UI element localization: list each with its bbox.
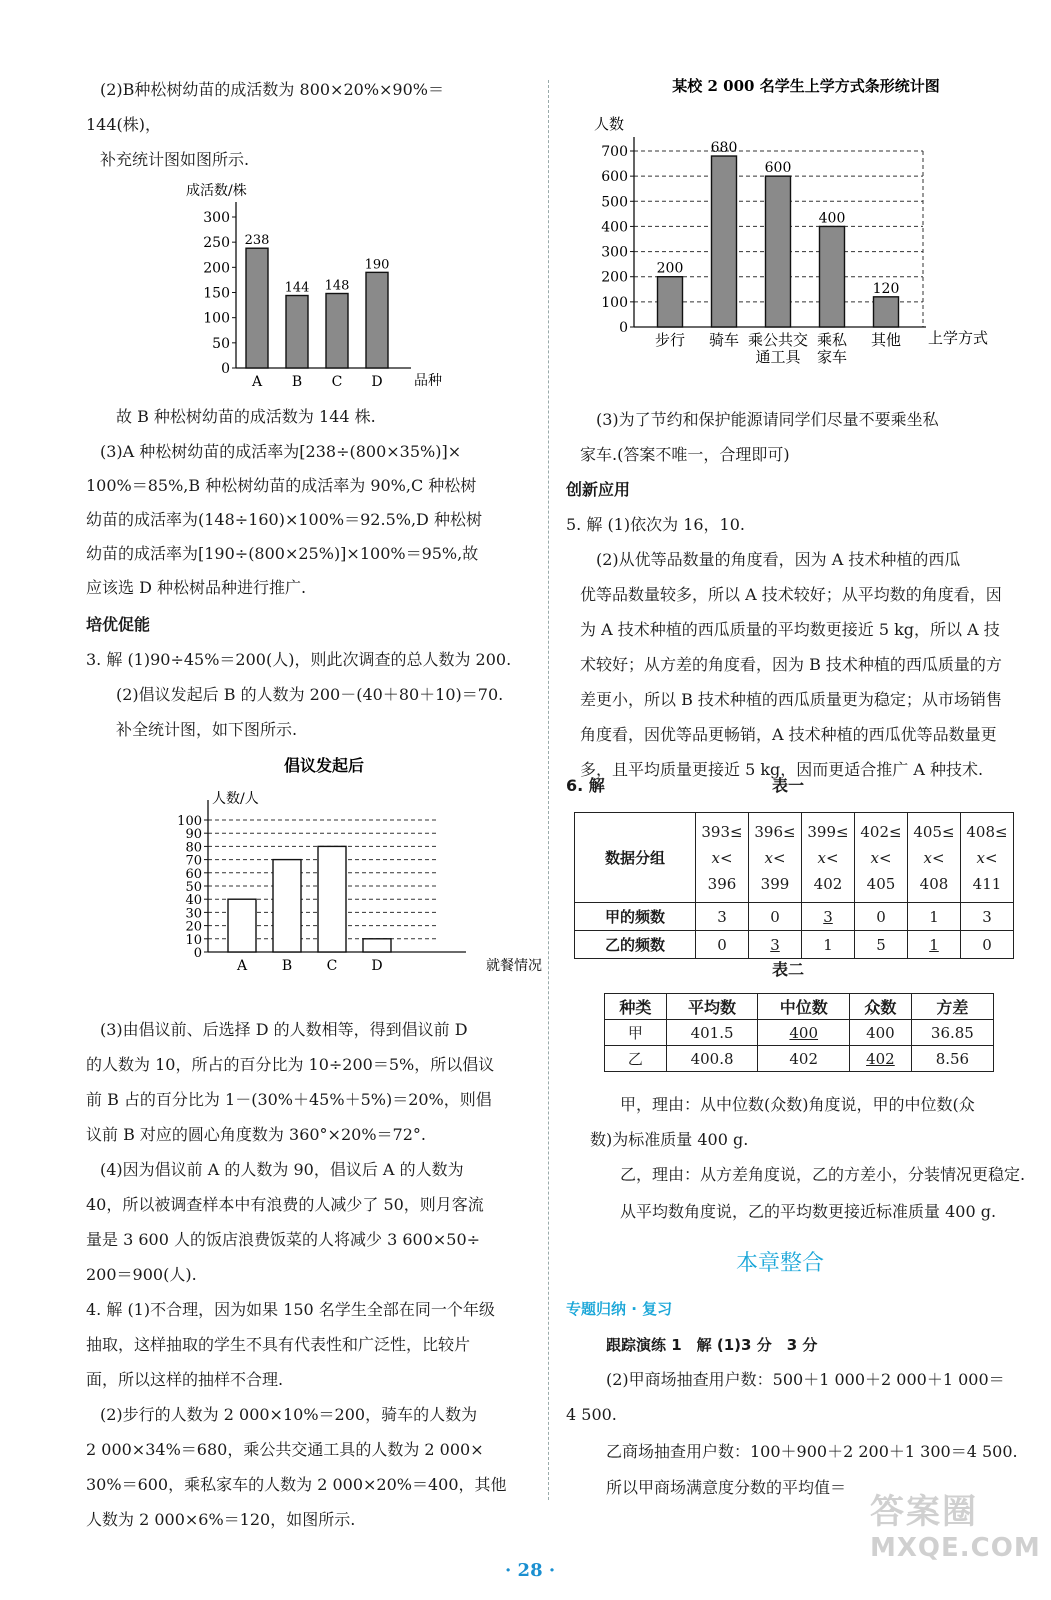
y-tick-label: 500 xyxy=(601,194,628,211)
table2-title: 表二 xyxy=(772,960,805,979)
y-tick-label: 30 xyxy=(185,906,202,922)
chart-survival-svg xyxy=(186,180,566,390)
y-axis-label: 人数/人 xyxy=(212,791,259,807)
text-line: 应该选 D 种松树品种进行推广. xyxy=(86,578,307,597)
text-line: (3)由倡议前、后选择 D 的人数相等，得到倡议前 D xyxy=(100,1020,468,1039)
y-tick-label: 0 xyxy=(619,320,628,336)
data-label: 600 xyxy=(764,160,792,177)
table-cell: 3 xyxy=(696,903,749,931)
table-cell: 400 xyxy=(758,1020,850,1046)
text-line: (3)A 种松树幼苗的成活率为[238÷(800×35%)]× xyxy=(100,442,462,461)
text-line: 2 000×34%＝680，乘公共交通工具的人数为 2 000× xyxy=(86,1440,484,1459)
y-tick-label: 100 xyxy=(601,294,628,311)
chart-commute-svg xyxy=(566,75,1016,370)
text-line: 甲，理由：从中位数(众数)角度说，甲的中位数(众 xyxy=(620,1095,975,1114)
table-cell: 402 xyxy=(758,1046,850,1072)
text-line: 补充统计图如图所示. xyxy=(100,150,250,169)
bar xyxy=(326,294,348,368)
group-mid: x< xyxy=(764,848,786,867)
bar xyxy=(658,277,683,327)
section-heading: 培优促能 xyxy=(86,615,151,634)
table-cell: 402 xyxy=(850,1046,912,1072)
table1 xyxy=(574,812,1014,959)
watermark xyxy=(870,1484,1041,1563)
table-cell: 0 xyxy=(855,903,908,931)
group-cell xyxy=(749,813,802,903)
text-line: 200＝900(人). xyxy=(86,1265,197,1284)
data-label: 200 xyxy=(656,260,684,277)
chart-survival xyxy=(186,180,566,394)
text-line: 5. 解 (1)依次为 16，10. xyxy=(566,515,745,534)
data-label: 400 xyxy=(818,210,846,227)
text-line: 议前 B 对应的圆心角度数为 360°×20%＝72°. xyxy=(86,1125,426,1144)
text-line: 144(株)， xyxy=(86,115,162,134)
table2 xyxy=(604,993,994,1072)
group-low: 408≤ xyxy=(966,822,1008,841)
group-low: 405≤ xyxy=(913,822,955,841)
group-high: 408 xyxy=(919,874,949,893)
table-cell: 8.56 xyxy=(911,1046,993,1072)
table-cell: 乙 xyxy=(605,1046,667,1072)
table-cell: 0 xyxy=(961,931,1014,959)
text-line: (2)倡议发起后 B 的人数为 200－(40＋80＋10)＝70. xyxy=(116,685,504,704)
text-line: 抽取，这样抽取的学生不具有代表性和广泛性，比较片 xyxy=(86,1335,471,1354)
y-tick-label: 80 xyxy=(185,840,202,856)
text-line: 从平均数角度说，乙的平均数更接近标准质量 400 g. xyxy=(620,1202,997,1221)
category-label: 其他 xyxy=(870,331,902,349)
text-line: 跟踪演练 1 解 (1)3 分 3 分 xyxy=(606,1336,818,1354)
y-tick-label: 100 xyxy=(177,814,202,829)
table-cell: 3 xyxy=(961,903,1014,931)
data-label: 238 xyxy=(244,233,270,249)
category-label: 乘私 xyxy=(816,331,848,349)
bar xyxy=(228,899,256,952)
page-number: · 28 · xyxy=(505,1560,556,1581)
table-cell: 1 xyxy=(908,903,961,931)
group-cell xyxy=(696,813,749,903)
y-axis-label: 人数 xyxy=(594,115,625,133)
group-cell xyxy=(802,813,855,903)
group-low: 393≤ xyxy=(701,822,743,841)
text-line: (4)因为倡议前 A 的人数为 90，倡议后 A 的人数为 xyxy=(100,1160,464,1179)
text-line: 面，所以这样的抽样不合理. xyxy=(86,1370,284,1389)
data-label: 144 xyxy=(284,280,310,296)
chart-title: 某校 2 000 名学生上学方式条形统计图 xyxy=(672,77,940,95)
y-tick-label: 250 xyxy=(203,235,230,252)
data-label: 148 xyxy=(324,278,350,294)
chapter-banner: 本章整合 xyxy=(736,1251,825,1276)
group-mid: x< xyxy=(870,848,892,867)
text-line: 家车.(答案不唯一，合理即可) xyxy=(580,445,790,464)
text-line: 量是 3 600 人的饭店浪费饭菜的人将减少 3 600×50÷ xyxy=(86,1230,481,1249)
y-tick-label: 10 xyxy=(185,932,202,948)
y-tick-label: 40 xyxy=(185,893,202,909)
text-line: 故 B 种松树幼苗的成活数为 144 株. xyxy=(116,407,376,426)
y-tick-label: 200 xyxy=(601,269,628,286)
table-cell: 3 xyxy=(802,903,855,931)
text-line: (2)甲商场抽查用户数：500＋1 000＋2 000＋1 000＝ xyxy=(606,1370,1005,1389)
text-line: 30%＝600，乘私家车的人数为 2 000×20%＝400，其他 xyxy=(86,1475,507,1494)
category-label: 乘公共交 xyxy=(747,331,809,349)
chart-after-initiative-svg xyxy=(166,755,566,975)
table-cell: 甲 xyxy=(605,1020,667,1046)
text-line: 术较好；从方差的角度看，因为 B 技术种植的西瓜质量的方 xyxy=(580,655,1002,674)
text-line: 数)为标准质量 400 g. xyxy=(590,1130,749,1149)
y-tick-label: 400 xyxy=(601,219,628,236)
text-line: 的人数为 10，所占的百分比为 10÷200＝5%，所以倡议 xyxy=(86,1055,495,1074)
y-tick-label: 0 xyxy=(193,946,202,961)
group-high: 402 xyxy=(813,874,843,893)
category-label: D xyxy=(371,374,383,390)
text-line: 4. 解 (1)不合理，因为如果 150 名学生全部在同一个年级 xyxy=(86,1300,495,1319)
text-line: 乙商场抽查用户数：100＋900＋2 200＋1 300＝4 500. xyxy=(606,1442,1018,1461)
table2-header: 中位数 xyxy=(758,994,850,1020)
group-mid: x< xyxy=(976,848,998,867)
table2-row xyxy=(605,1020,994,1046)
text-line: 前 B 占的百分比为 1－(30%＋45%＋5%)＝20%，则倡 xyxy=(86,1090,492,1109)
text-line: 3. 解 (1)90÷45%＝200(人)，则此次调查的总人数为 200. xyxy=(86,650,512,669)
y-tick-label: 50 xyxy=(185,880,202,895)
category-label: 骑车 xyxy=(708,331,740,349)
text-line: 人数为 2 000×6%＝120，如图所示. xyxy=(86,1510,356,1529)
text-line: 幼苗的成活率为(148÷160)×100%＝92.5%,D 种松树 xyxy=(86,510,482,529)
y-tick-label: 300 xyxy=(203,210,230,226)
text-line: 乙，理由：从方差角度说，乙的方差小，分装情况更稳定. xyxy=(620,1165,1026,1184)
table-cell: 0 xyxy=(696,931,749,959)
y-axis-label: 成活数/株 xyxy=(186,183,247,199)
bar xyxy=(286,296,308,368)
category-label: C xyxy=(331,374,343,390)
text-line: 40，所以被调查样本中有浪费的人减少了 50，则月客流 xyxy=(86,1195,484,1214)
y-tick-label: 0 xyxy=(221,361,230,377)
table-cell: 1 xyxy=(802,931,855,959)
text-line: (2)B种松树幼苗的成活数为 800×20%×90%＝ xyxy=(100,80,444,99)
row-label: 甲的频数 xyxy=(575,903,696,931)
page-number-value: 28 xyxy=(517,1560,543,1581)
table-cell: 1 xyxy=(908,931,961,959)
category-label: B xyxy=(291,374,303,390)
bar xyxy=(820,226,845,327)
table-cell: 36.85 xyxy=(911,1020,993,1046)
group-cell xyxy=(961,813,1014,903)
group-low: 402≤ xyxy=(860,822,902,841)
bar xyxy=(712,156,737,327)
table1-header-label: 数据分组 xyxy=(575,813,696,903)
y-tick-label: 20 xyxy=(185,919,202,935)
chart-title: 倡议发起后 xyxy=(283,756,365,775)
bar xyxy=(318,846,346,952)
question-label: 6. 解 xyxy=(566,776,605,795)
y-tick-label: 50 xyxy=(212,335,230,352)
table1-title: 表一 xyxy=(772,776,805,795)
text-line: 优等品数量较多，所以 A 技术较好；从平均数的角度看，因 xyxy=(580,585,1002,604)
section-tag: 专题归纳 · 复习 xyxy=(566,1300,673,1318)
x-axis-label: 品种 xyxy=(414,373,442,389)
category-label: C xyxy=(326,958,338,974)
y-tick-label: 100 xyxy=(203,310,230,327)
y-tick-label: 150 xyxy=(203,285,230,302)
text-line: 幼苗的成活率为[190÷(800×25%)]×100%＝95%,故 xyxy=(86,544,479,563)
category-label: A xyxy=(236,958,248,974)
bar xyxy=(363,939,391,952)
data-label: 190 xyxy=(364,257,390,273)
group-high: 405 xyxy=(866,874,896,893)
category-label: D xyxy=(371,958,383,974)
table2-header: 平均数 xyxy=(666,994,758,1020)
category-label: A xyxy=(251,374,263,390)
group-mid: x< xyxy=(923,848,945,867)
text-line: 为 A 技术种植的西瓜质量的平均数更接近 5 kg，所以 A 技 xyxy=(580,620,1000,639)
text-line: 多，且平均质量更接近 5 kg，因而更适合推广 A 种技术. xyxy=(580,760,984,779)
chart-after-initiative xyxy=(166,755,566,979)
text-line: 100%＝85%,B 种松树幼苗的成活率为 90%,C 种松树 xyxy=(86,476,477,495)
text-line: (2)步行的人数为 2 000×10%＝200，骑车的人数为 xyxy=(100,1405,478,1424)
y-tick-label: 200 xyxy=(203,260,230,277)
text-line: 角度看，因优等品更畅销，A 技术种植的西瓜优等品数量更 xyxy=(580,725,997,744)
table-cell: 400.8 xyxy=(666,1046,758,1072)
text-line: 补全统计图，如下图所示. xyxy=(116,720,298,739)
y-tick-label: 70 xyxy=(185,853,202,869)
table-cell: 0 xyxy=(749,903,802,931)
data-label: 120 xyxy=(872,280,900,297)
table2-row xyxy=(605,1046,994,1072)
group-high: 411 xyxy=(972,874,1002,893)
category-label: 家车 xyxy=(816,348,848,366)
table2-header: 方差 xyxy=(911,994,993,1020)
table1-row xyxy=(575,903,1014,931)
bar xyxy=(874,297,899,327)
row-label: 乙的频数 xyxy=(575,931,696,959)
x-axis-label: 上学方式 xyxy=(928,329,989,347)
group-low: 399≤ xyxy=(807,822,849,841)
table1-header-row xyxy=(575,813,1014,903)
y-tick-label: 300 xyxy=(601,244,628,261)
table2-header-row xyxy=(605,994,994,1020)
table2-header: 众数 xyxy=(850,994,912,1020)
text-line: 4 500. xyxy=(566,1405,617,1424)
table1-row xyxy=(575,931,1014,959)
text-line: 所以甲商场满意度分数的平均值＝ xyxy=(606,1478,847,1497)
section-heading: 创新应用 xyxy=(566,480,631,499)
x-axis-label: 就餐情况 xyxy=(486,958,542,974)
y-tick-label: 60 xyxy=(185,866,202,882)
table-cell: 5 xyxy=(855,931,908,959)
text-line: 差更小，所以 B 技术种植的西瓜质量更为稳定；从市场销售 xyxy=(580,690,1002,709)
y-tick-label: 90 xyxy=(185,827,202,843)
category-label: 步行 xyxy=(654,331,686,349)
group-high: 399 xyxy=(760,874,790,893)
text-line: (2)从优等品数量的角度看，因为 A 技术种植的西瓜 xyxy=(596,550,961,569)
y-tick-label: 600 xyxy=(601,169,628,186)
bar xyxy=(246,248,268,368)
group-mid: x< xyxy=(817,848,839,867)
watermark-url: MXQE.COM xyxy=(870,1533,1041,1563)
table2-header: 种类 xyxy=(605,994,667,1020)
category-label: B xyxy=(281,958,293,974)
group-cell xyxy=(855,813,908,903)
data-label: 680 xyxy=(710,140,738,157)
bar xyxy=(273,860,301,952)
group-mid: x< xyxy=(711,848,733,867)
watermark-logo: 答案圈 xyxy=(870,1492,978,1532)
y-tick-label: 700 xyxy=(601,144,628,160)
bar xyxy=(366,272,388,368)
table-cell: 401.5 xyxy=(666,1020,758,1046)
chart-commute xyxy=(566,75,1016,374)
group-cell xyxy=(908,813,961,903)
group-low: 396≤ xyxy=(754,822,796,841)
bar xyxy=(766,176,791,327)
table-cell: 3 xyxy=(749,931,802,959)
category-label: 通工具 xyxy=(755,348,801,366)
group-high: 396 xyxy=(707,874,737,893)
text-line: (3)为了节约和保护能源请同学们尽量不要乘坐私 xyxy=(596,410,939,429)
table-cell: 400 xyxy=(850,1020,912,1046)
